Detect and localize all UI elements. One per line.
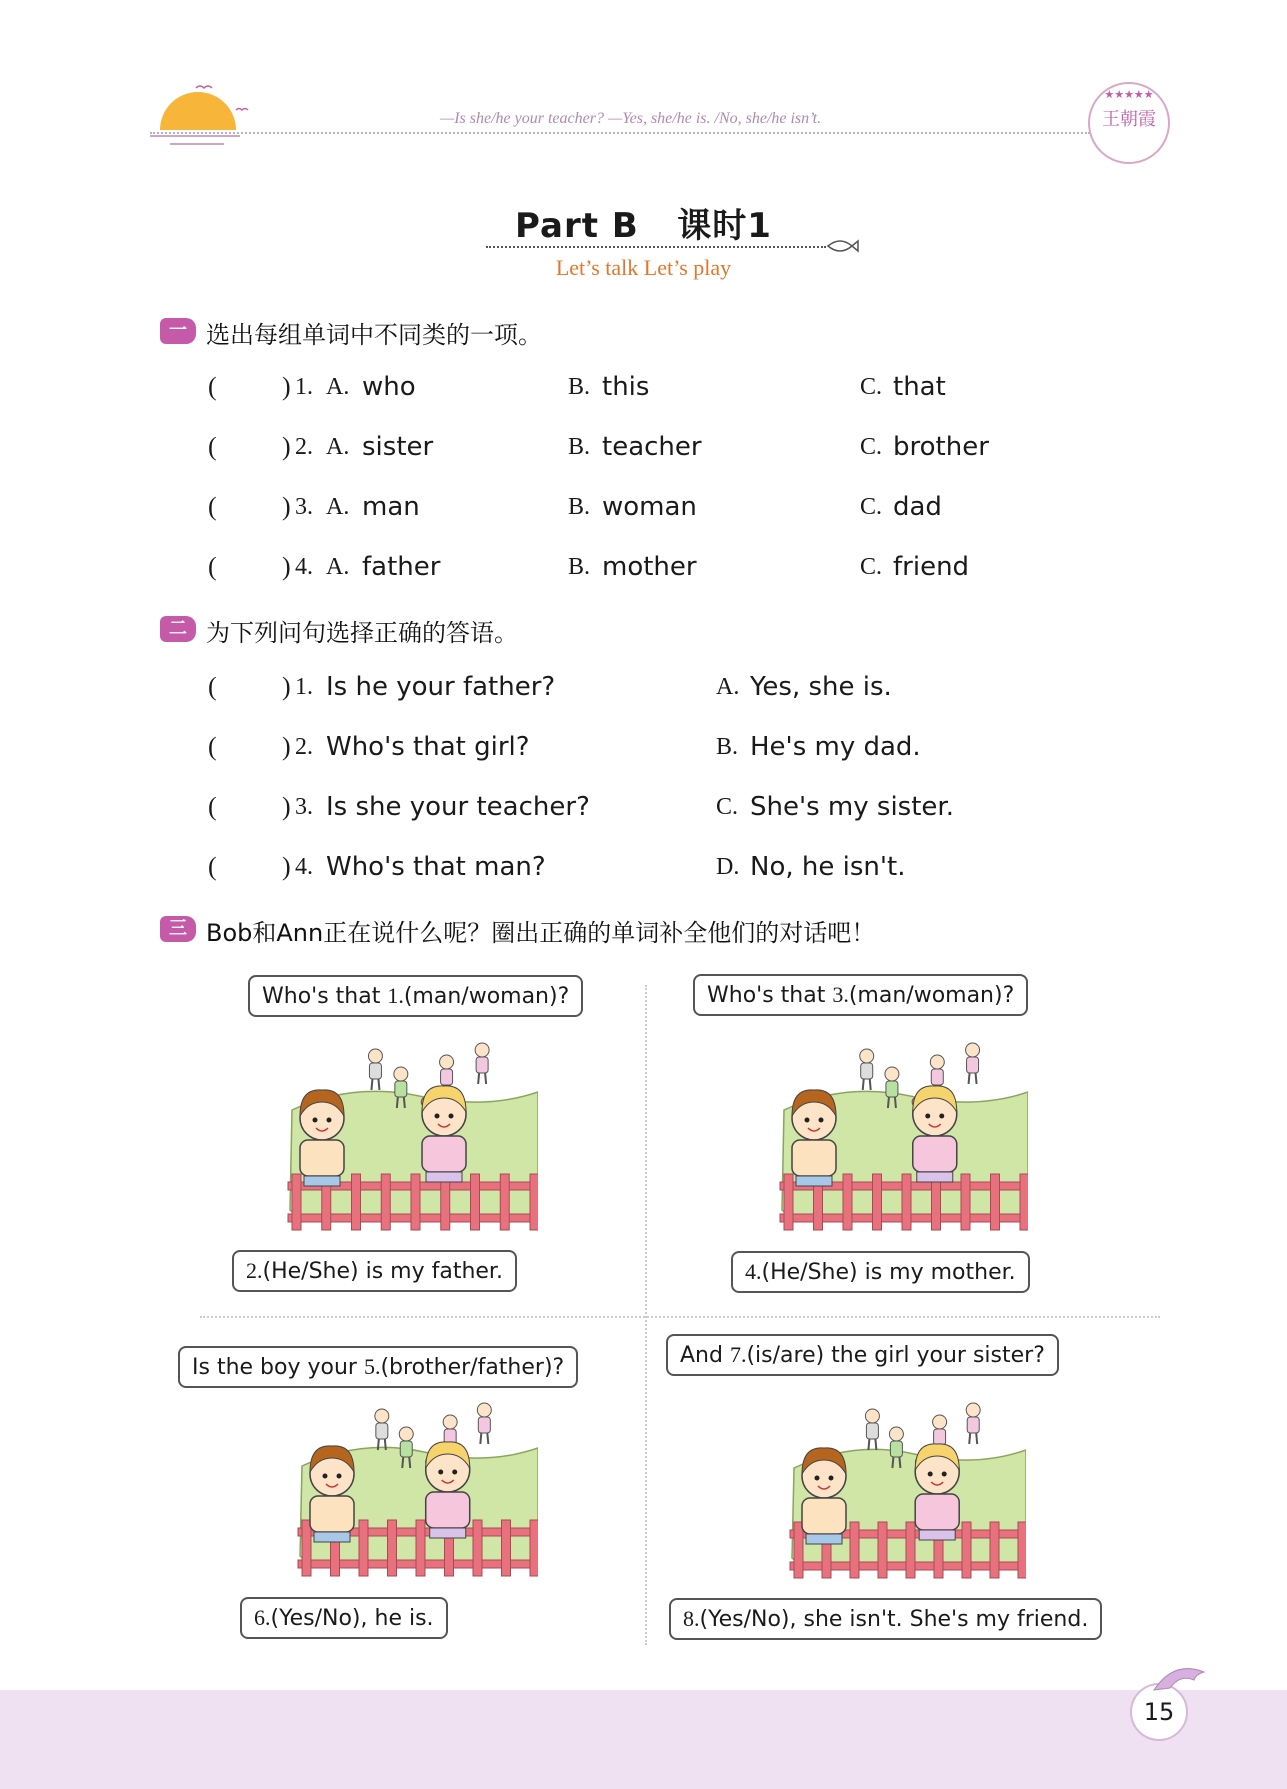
answer-blank-close: ) <box>282 732 291 761</box>
sunset-logo-icon <box>150 78 260 156</box>
speech-bubble-answer <box>232 1250 517 1292</box>
speech-bubble-question <box>248 975 583 1017</box>
section-title-3: Bob和Ann正在说什么呢？圈出正确的单词补全他们的对话吧！ <box>206 919 876 947</box>
dolphin-icon <box>1150 1660 1210 1700</box>
blank-number: 5. <box>363 1354 381 1379</box>
question-number: 1. <box>295 374 313 400</box>
answer-blank[interactable]: ( <box>208 492 217 521</box>
section-title-2: 为下列问句选择正确的答语。 <box>206 619 518 647</box>
option-label: C. <box>860 434 883 460</box>
answer-label: C. <box>716 794 739 820</box>
answer-blank[interactable]: ( <box>208 432 217 461</box>
option-label: A. <box>326 554 350 580</box>
question-number: 3. <box>295 794 313 820</box>
panel-divider-horizontal <box>200 1316 1160 1318</box>
option-a: sister <box>362 432 434 462</box>
answer-label: D. <box>716 854 740 880</box>
option-b: woman <box>602 492 697 522</box>
blank-number: 6. <box>254 1605 271 1630</box>
panel-divider-vertical <box>645 985 647 1645</box>
question-text: Is he your father? <box>326 672 556 702</box>
speech-bubble-question <box>666 1334 1059 1376</box>
choice-options[interactable]: (is/are) the girl your sister? <box>746 1343 1045 1368</box>
choice-options[interactable]: (brother/father)? <box>380 1355 565 1380</box>
answer-blank-close: ) <box>282 432 291 461</box>
page-subtitle: Let’s talk Let’s play <box>555 255 732 280</box>
question-number: 4. <box>295 554 313 580</box>
question-number: 4. <box>295 854 313 880</box>
bubble-text: Who's that <box>262 984 388 1009</box>
option-c: that <box>893 372 946 402</box>
question-number: 2. <box>295 434 313 460</box>
speech-bubble-question <box>693 974 1028 1016</box>
choice-options[interactable]: (man/woman)? <box>848 983 1015 1008</box>
answer-blank-close: ) <box>282 372 291 401</box>
answer-text: Yes, she is. <box>750 672 892 702</box>
option-label: C. <box>860 494 883 520</box>
speech-bubble-answer <box>669 1598 1102 1640</box>
choice-options[interactable]: (He/She) is my father. <box>262 1259 503 1284</box>
fish-icon <box>826 236 860 256</box>
option-a: who <box>362 372 416 402</box>
blank-number: 8. <box>683 1606 700 1631</box>
option-label: C. <box>860 374 883 400</box>
bubble-text: And <box>680 1343 730 1368</box>
question-number: 2. <box>295 734 313 760</box>
blank-number: 2. <box>246 1258 263 1283</box>
blank-number: 1. <box>387 983 404 1008</box>
section-badge-2: 二 <box>160 616 196 642</box>
option-label: A. <box>326 434 350 460</box>
footer-band <box>0 1690 1287 1789</box>
answer-blank[interactable]: ( <box>208 372 217 401</box>
answer-text: No, he isn't. <box>750 852 906 882</box>
option-c: brother <box>893 432 989 462</box>
answer-blank-close: ) <box>282 552 291 581</box>
answer-blank[interactable]: ( <box>208 852 217 881</box>
blank-number: 4. <box>745 1259 762 1284</box>
brand-badge <box>1088 82 1170 164</box>
answer-blank[interactable]: ( <box>208 792 217 821</box>
option-c: friend <box>893 552 970 582</box>
question-text: Who's that girl? <box>326 732 530 762</box>
section-badge-1: 一 <box>160 318 196 344</box>
option-label: A. <box>326 374 350 400</box>
section-badge-3: 三 <box>160 916 196 942</box>
answer-blank[interactable]: ( <box>208 552 217 581</box>
dialog-scene-illustration <box>294 1400 538 1584</box>
choice-options[interactable]: (man/woman)? <box>403 984 570 1009</box>
answer-text: He's my dad. <box>750 732 921 762</box>
answer-label: A. <box>716 674 740 700</box>
answer-text: She's my sister. <box>750 792 954 822</box>
option-label: C. <box>860 554 883 580</box>
speech-bubble-answer <box>731 1251 1030 1293</box>
question-text: Who's that man? <box>326 852 546 882</box>
blank-number: 3. <box>832 982 849 1007</box>
brand-name: 王朝霞 <box>1102 109 1156 130</box>
header-tagline: —Is she/he your teacher? —Yes, she/he is. /No, she/he isn’t. <box>440 110 822 127</box>
answer-blank-close: ) <box>282 492 291 521</box>
option-b: teacher <box>602 432 702 462</box>
page-title: Part B 课时1 <box>515 206 772 246</box>
question-number: 3. <box>295 494 313 520</box>
dialog-scene-illustration <box>284 1040 538 1238</box>
section-title-1: 选出每组单词中不同类的一项。 <box>206 321 542 349</box>
option-label: B. <box>568 494 591 520</box>
dialog-scene-illustration <box>776 1040 1028 1238</box>
speech-bubble-question <box>178 1346 578 1388</box>
title-underline <box>486 246 826 248</box>
option-c: dad <box>893 492 942 522</box>
speech-bubble-answer <box>240 1597 448 1639</box>
header-divider <box>150 132 1090 134</box>
option-a: man <box>362 492 420 522</box>
question-number: 1. <box>295 674 313 700</box>
answer-blank[interactable]: ( <box>208 732 217 761</box>
choice-options[interactable]: (Yes/No), she isn't. She's my friend. <box>699 1607 1089 1632</box>
option-label: B. <box>568 554 591 580</box>
answer-blank-close: ) <box>282 672 291 701</box>
brand-stars-icon: ★★★★★ <box>1104 89 1154 101</box>
answer-blank-close: ) <box>282 792 291 821</box>
choice-options[interactable]: (He/She) is my mother. <box>761 1260 1016 1285</box>
bubble-text: Who's that <box>707 983 833 1008</box>
option-label: A. <box>326 494 350 520</box>
option-label: B. <box>568 374 591 400</box>
question-text: Is she your teacher? <box>326 792 590 822</box>
option-b: mother <box>602 552 697 582</box>
answer-blank[interactable]: ( <box>208 672 217 701</box>
dialog-scene-illustration <box>786 1400 1026 1586</box>
bubble-text: Is the boy your <box>192 1355 364 1380</box>
page-number: 15 <box>1130 1683 1188 1741</box>
answer-label: B. <box>716 734 739 760</box>
option-a: father <box>362 552 441 582</box>
answer-blank-close: ) <box>282 852 291 881</box>
option-b: this <box>602 372 650 402</box>
option-label: B. <box>568 434 591 460</box>
blank-number: 7. <box>729 1342 747 1367</box>
choice-options[interactable]: (Yes/No), he is. <box>270 1606 434 1631</box>
